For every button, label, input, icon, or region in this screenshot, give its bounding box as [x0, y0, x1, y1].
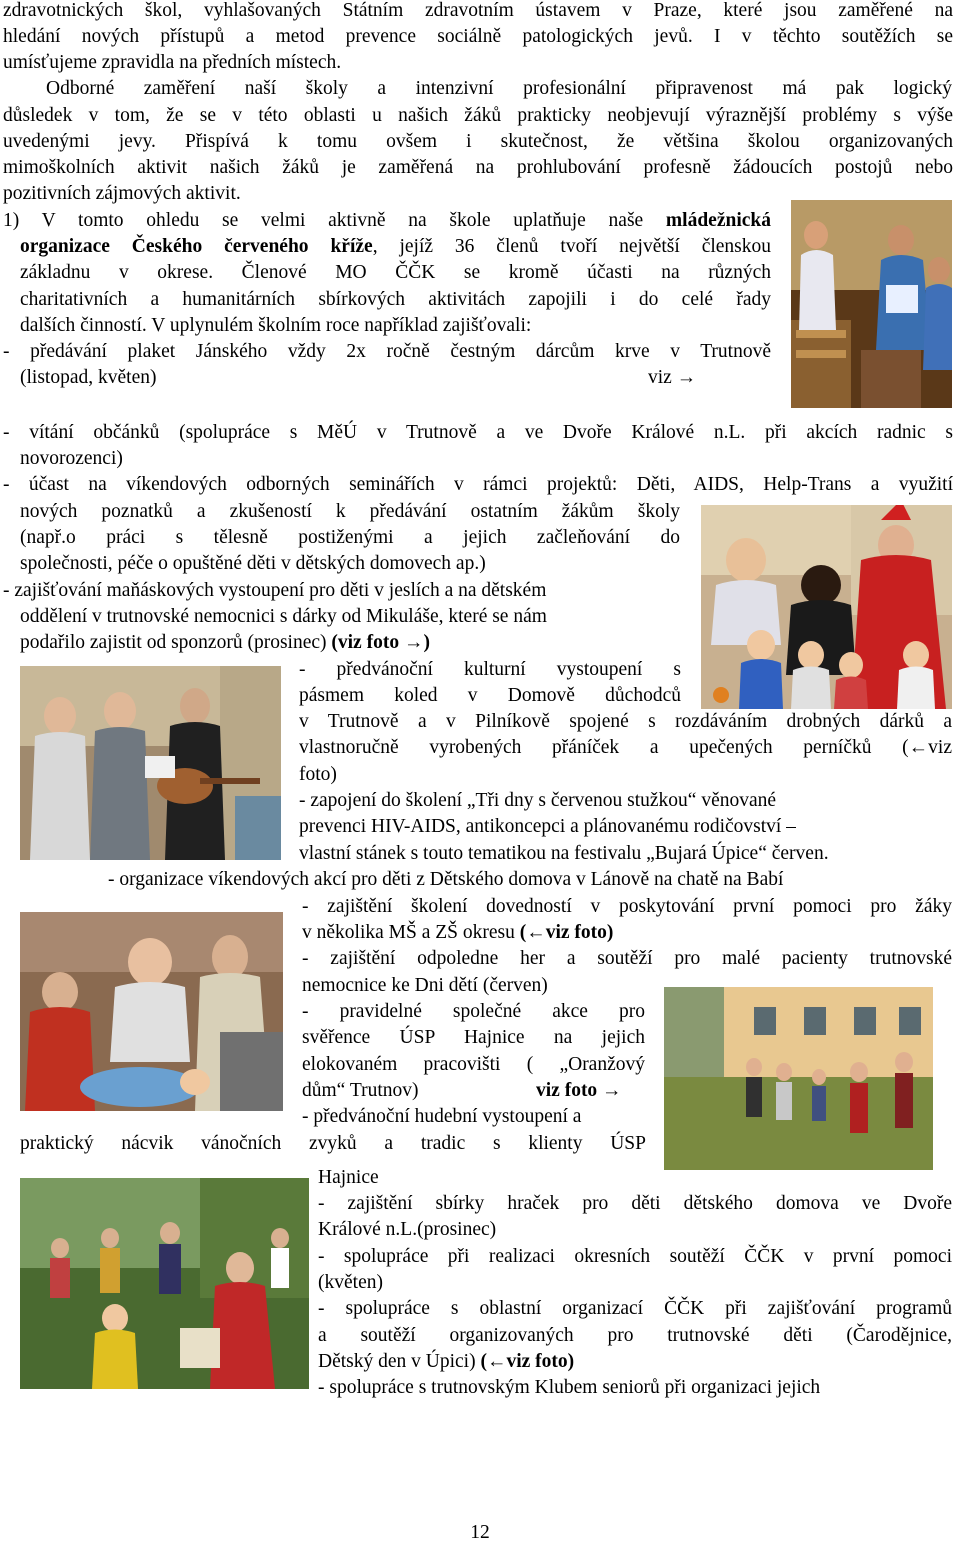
text-line: - předávání plaket Jánského vždy 2x ročně čestným dárcům krve v Trutnově: [3, 341, 771, 362]
text-line: nemocnice ke Dni dětí (červen): [302, 975, 548, 996]
bold-span: viz foto →: [536, 1080, 622, 1101]
text-line: v Trutnově a v Pilníkově spojené s rozdáváním drobných dárků a: [299, 711, 952, 732]
text-line: pásmem koled v Domově důchodců: [299, 685, 681, 706]
text-line: - pravidelné společné akce pro: [302, 1001, 645, 1022]
bold-span: (←viz foto): [519, 922, 614, 943]
text-line: nových poznatků a zkušeností k předávání ostatním žákům školy: [20, 501, 680, 522]
photo-carol-singing: [20, 666, 281, 860]
text-line: (listopad, květen): [20, 367, 157, 388]
text-line: - zajištění sbírky hraček pro děti dětského domova ve Dvoře: [318, 1193, 952, 1214]
photo-first-aid-training: [20, 912, 283, 1111]
text-line: svěřence ÚSP Hajnice na jejich: [302, 1027, 645, 1048]
text-line: - předvánoční hudební vystoupení a: [302, 1106, 582, 1127]
text-line: mimoškolních aktivit našich žáků je zaměřená na prohlubování profesně žádoucích postojů nebo: [3, 157, 953, 178]
text-span: podařilo zajistit od sponzorů (prosinec): [20, 632, 332, 653]
text-line: [536, 1078, 622, 1104]
text-span: 1) V tomto ohledu se velmi aktivně na škole uplatňuje naše: [3, 210, 666, 231]
bold-span: (←viz foto): [480, 1351, 575, 1372]
text-line: oddělení v trutnovské nemocnici s dárky od Mikuláše, které se nám: [20, 606, 547, 627]
text-line: - spolupráce při realizaci okresních soutěží ČČK v první pomoci: [318, 1246, 952, 1267]
text-line: viz →: [648, 367, 697, 388]
photo-mikulas-children: [701, 505, 952, 709]
text-line: [318, 1349, 574, 1375]
text-line: prevenci HIV-AIDS, antikoncepci a plánovanému rodičovství –: [299, 816, 796, 837]
bold-span: (viz foto →): [331, 632, 430, 653]
text-line: foto): [299, 764, 337, 785]
text-line: - spolupráce s oblastní organizací ČČK při zajišťování programů: [318, 1298, 952, 1319]
text-line: základnu v okrese. Členové MO ČČK se kromě účasti na různých: [20, 262, 771, 283]
text-line: - předvánoční kulturní vystoupení s: [299, 659, 681, 680]
text-span: Dětský den v Úpici): [318, 1351, 481, 1372]
text-span: , jejíž 36 členů tvoří největší členskou: [372, 236, 771, 257]
text-line: - vítání občánků (spolupráce s MěÚ v Trutnově a ve Dvoře Králové n.L. při akcích radnic s: [3, 422, 953, 443]
bold-span: mládežnická: [665, 210, 771, 231]
text-line: - zajišťování maňáskových vystoupení pro děti v jeslích a na dětském: [3, 580, 547, 601]
text-line: [302, 920, 613, 946]
text-line: Hajnice: [318, 1167, 379, 1188]
text-line: praktický nácvik vánočních zvyků a tradic s klienty ÚSP: [20, 1133, 646, 1154]
bold-span: organizace Českého červeného kříže: [20, 236, 373, 257]
text-line: Králové n.L.(prosinec): [318, 1219, 497, 1240]
text-line: důsledek v tom, že se v této oblasti u našich žáků prakticky neobjevují výraznější problémy s výše: [3, 105, 953, 126]
text-line: [20, 234, 771, 260]
text-line: dům“ Trutnov): [302, 1080, 419, 1101]
text-line: vlastní stánek s touto tematikou na festivalu „Bujará Úpice“ červen.: [299, 843, 829, 864]
text-line: - zajištění školení dovedností v poskytování první pomoci pro žáky: [302, 896, 952, 917]
text-line: novorozenci): [20, 448, 123, 469]
photo-outdoor-group: [664, 987, 933, 1170]
text-line: (květen): [318, 1272, 383, 1293]
text-line: umísťujeme zpravidla na předních místech.: [3, 52, 342, 73]
text-line: vlastnoručně vyrobených přáníček a upečených perníčků (←viz: [299, 737, 952, 758]
text-line: elokovaném pracovišti ( „Oranžový: [302, 1054, 645, 1075]
text-line: - účast na víkendových odborných seminářích v rámci projektů: Děti, AIDS, Help-Trans a využití: [3, 474, 953, 495]
text-line: Odborné zaměření naší školy a intenzivní profesionální připravenost má pak logický: [46, 78, 952, 99]
photo-donor-ceremony: [791, 200, 952, 408]
text-line: [3, 208, 771, 234]
text-line: - spolupráce s trutnovským Klubem seniorů při organizaci jejich: [318, 1377, 821, 1398]
text-line: uvedenými jevy. Přispívá k tomu ovšem i skutečnost, že většina školou organizovaných: [3, 131, 953, 152]
text-line: dalších činností. V uplynulém školním roce například zajišťovali:: [20, 315, 532, 336]
text-line: a soutěží organizovaných pro trutnovské děti (Čarodějnice,: [318, 1325, 952, 1346]
text-line: - zajištění odpoledne her a soutěží pro malé pacienty trutnovské: [302, 948, 952, 969]
photo-forest-event: [20, 1178, 309, 1389]
text-line: pozitivních zájmových aktivit.: [3, 183, 241, 204]
text-line: hledání nových přístupů a metod prevence sociálně patologických jevů. I v těchto soutěžích se: [3, 26, 953, 47]
text-span: v několika MŠ a ZŠ okresu: [302, 922, 520, 943]
text-line: - organizace víkendových akcí pro děti z Dětského domova v Lánově na chatě na Babí: [108, 869, 784, 890]
text-line: zdravotnických škol, vyhlašovaných Státním zdravotním ústavem v Praze, které jsou zaměřené na: [3, 0, 953, 21]
text-line: [20, 630, 430, 656]
text-line: (např.o práci s tělesně postiženými a jejich začleňování do: [20, 527, 680, 548]
text-line: společnosti, péče o opuštěné děti v dětských domovech ap.): [20, 553, 486, 574]
page-number: 12: [470, 1522, 490, 1543]
text-line: - zapojení do školení „Tři dny s červenou stužkou“ věnované: [299, 790, 777, 811]
text-line: charitativních a humanitárních sbírkových aktivitách zapojili i do celé řady: [20, 289, 771, 310]
